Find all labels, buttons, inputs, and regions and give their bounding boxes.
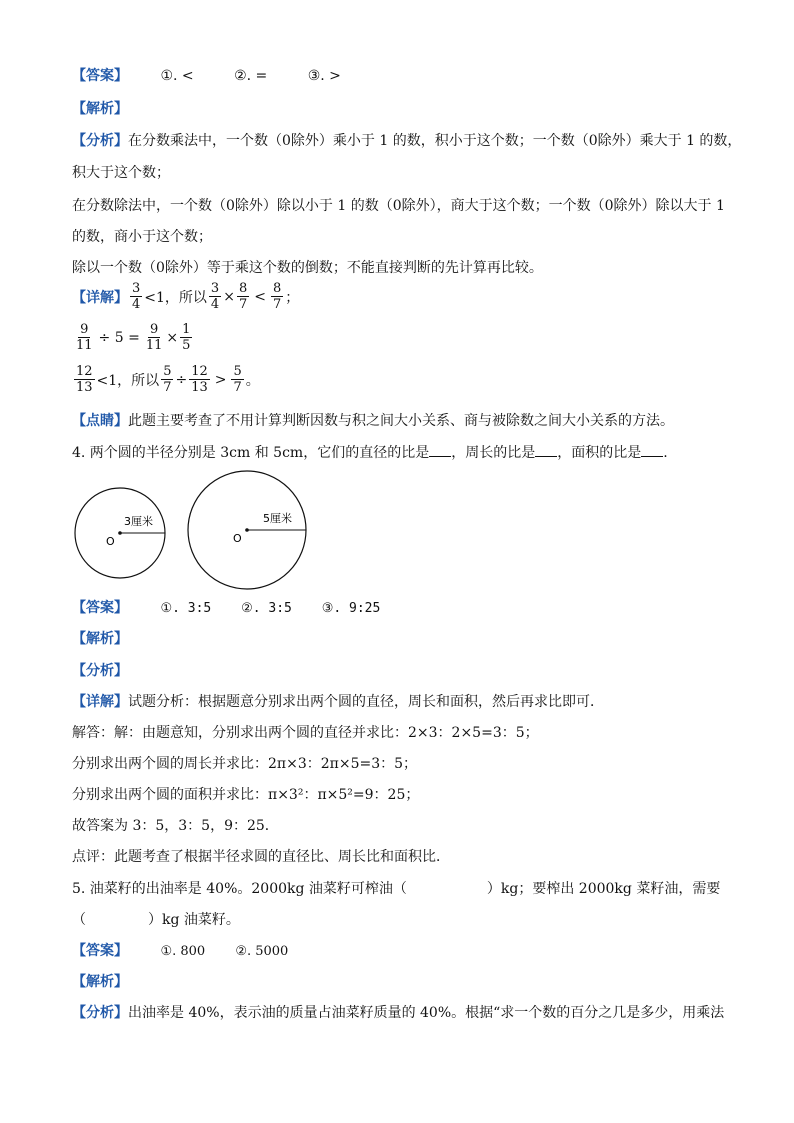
answer-1: ①. 3:5 — [160, 601, 212, 616]
answer-3: ③. > — [307, 68, 341, 84]
question-text: . — [663, 445, 668, 461]
answer-2: ②. 5000 — [235, 944, 289, 959]
q5-question-line2 — [72, 910, 240, 930]
question-text: ，周长的比是 — [451, 445, 536, 461]
answer-3: ③. 9:25 — [321, 601, 381, 616]
q4-answer-line — [72, 598, 416, 619]
fenxi-text: 在分数乘法中，一个数（0除外）乘小于 1 的数，积小于这个数；一个数（0除外）乘大于 1 的数， — [128, 133, 742, 149]
answer-blank — [429, 442, 451, 457]
q4-solution-line1: 解答：解：由题意知，分别求出两个圆的直径并求比：2×3：2×5=3：5； — [72, 725, 539, 741]
q4-solution-line2: 分别求出两个圆的周长并求比：2π×3：2π×5=3：5； — [72, 756, 418, 772]
text: ； — [285, 289, 300, 306]
q3-answer-line — [72, 66, 377, 86]
q3-fenxi-line3: 在分数除法中，一个数（0除外）除以小于 1 的数（0除外），商大于这个数；一个数（0除外）除以大于 1 — [72, 198, 725, 214]
q4-solution-line4: 故答案为 3：5，3：5，9：25． — [72, 818, 279, 834]
text: <1，所以 — [144, 289, 207, 306]
fraction: $\frac{1}{5}$ — [182, 322, 191, 353]
question-text: ）kg；要榨出 2000kg 菜籽油，需要 — [486, 881, 721, 897]
answer-blank — [535, 442, 557, 457]
fraction: $\frac{8}{7}$ — [272, 281, 282, 312]
fenxi-tag: 【分析】 — [72, 663, 128, 679]
answer-1: ①. < — [160, 68, 194, 84]
fenxi-text: 出油率是 40%，表示油的质量占油菜籽质量的 40%。根据“求一个数的百分之几是多少，用乘法 — [128, 1005, 725, 1021]
operator: > — [214, 371, 227, 388]
operator: × — [223, 288, 235, 305]
fraction: $\frac{12}{13}$ — [191, 364, 208, 395]
fraction: $\frac{8}{7}$ — [238, 281, 248, 312]
fraction: $\frac{9}{11}$ — [76, 322, 93, 353]
operator: × — [166, 329, 179, 346]
q3-detail-line3 — [72, 364, 260, 395]
answer-blank — [641, 442, 663, 457]
xiangjie-tag: 【详解】 — [72, 289, 128, 306]
answer-1: ①. 800 — [160, 944, 206, 959]
fraction: $\frac{5}{7}$ — [233, 364, 242, 395]
q3-fenxi-line2: 积大于这个数； — [72, 165, 170, 181]
small-center-label: O — [106, 535, 115, 548]
question-text: ，面积的比是 — [557, 445, 642, 461]
q4-solution-line3: 分别求出两个圆的面积并求比：π×3²：π×5²=9：25； — [72, 787, 420, 803]
large-radius-label: 5厘米 — [263, 512, 292, 525]
q3-detail-line1 — [72, 281, 299, 312]
question-text: ）kg 油菜籽。 — [148, 912, 240, 928]
small-radius-label: 3厘米 — [124, 515, 153, 528]
operator: ÷ — [175, 371, 188, 388]
jiexi-tag: 【解析】 — [72, 974, 128, 990]
answer-2: ②. = — [234, 68, 268, 84]
question-text: （ — [72, 912, 86, 928]
answer-values — [160, 66, 376, 86]
q3-detail-line2 — [72, 322, 194, 353]
dianjing-text: 此题主要考查了不用计算判断因数与积之间大小关系、商与被除数之间大小关系的方法。 — [128, 413, 674, 429]
question-text: 5. 油菜籽的出油率是 40%。2000kg 油菜籽可榨油（ — [72, 881, 407, 897]
answer-tag: 【答案】 — [72, 943, 128, 959]
jiexi-tag: 【解析】 — [72, 631, 128, 647]
answer-values — [160, 599, 416, 619]
q4-xiangjie-line — [72, 692, 604, 712]
text: 。 — [245, 372, 260, 389]
q5-question-line1 — [72, 879, 720, 899]
answer-values — [160, 942, 324, 962]
fraction: $\frac{3}{4}$ — [132, 281, 141, 312]
fraction: $\frac{9}{11}$ — [145, 322, 163, 353]
q5-fenxi-line — [72, 1003, 724, 1023]
fenxi-tag: 【分析】 — [72, 133, 128, 149]
q4-comment-line: 点评：此题考查了根据半径求圆的直径比、周长比和面积比． — [72, 849, 450, 865]
answer-2: ②. 3:5 — [241, 601, 292, 616]
q3-fenxi-line1 — [72, 131, 741, 151]
answer-tag: 【答案】 — [72, 600, 128, 616]
q3-dianjing-line — [72, 411, 674, 431]
text: <1，所以 — [96, 372, 160, 389]
operator: < — [254, 288, 266, 305]
jiexi-tag: 【解析】 — [72, 101, 128, 117]
q5-answer-line — [72, 941, 324, 962]
question-text: 4. 两个圆的半径分别是 3cm 和 5cm，它们的直径的比是 — [72, 445, 430, 461]
text: ÷ 5 = — [98, 329, 140, 346]
q3-fenxi-line5: 除以一个数（0除外）等于乘这个数的倒数；不能直接判断的先计算再比较。 — [72, 260, 543, 276]
fraction: $\frac{12}{13}$ — [76, 364, 93, 395]
q3-fenxi-line4: 的数，商小于这个数； — [72, 229, 212, 245]
large-center-label: O — [233, 532, 242, 545]
dianjing-tag: 【点睛】 — [72, 413, 128, 429]
fenxi-tag: 【分析】 — [72, 1005, 128, 1021]
answer-tag: 【答案】 — [72, 68, 128, 84]
fraction: $\frac{5}{7}$ — [163, 364, 172, 395]
xiangjie-tag: 【详解】 — [72, 694, 128, 710]
fraction: $\frac{3}{4}$ — [210, 281, 220, 312]
large-center-dot — [245, 528, 249, 532]
xiangjie-text: 试题分析：根据题意分别求出两个圆的直径，周长和面积，然后再求比即可． — [128, 694, 604, 710]
small-center-dot — [118, 531, 122, 535]
circles-figure — [60, 460, 340, 600]
